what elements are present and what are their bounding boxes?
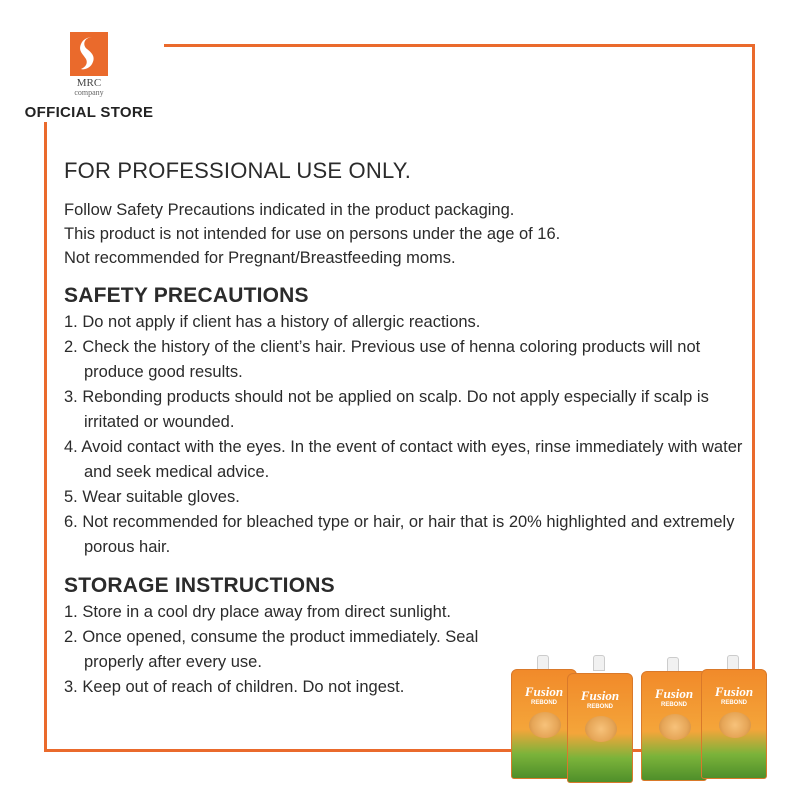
safety-item: 1. Do not apply if client has a history of allergic reactions.: [64, 313, 481, 331]
safety-item: 6. Not recommended for bleached type or hair, or hair that is 20% highlighted and extremely porous hair.: [64, 513, 735, 556]
melon-icon: [659, 714, 691, 740]
storage-instructions-title: STORAGE INSTRUCTIONS: [64, 574, 335, 597]
product-brand: Fusion: [654, 686, 694, 701]
safety-item: 3. Rebonding products should not be applied on scalp. Do not apply especially if scalp is irritated or wounded.: [64, 388, 709, 431]
product-pouch: [641, 671, 707, 781]
safety-precautions-title: SAFETY PRECAUTIONS: [64, 284, 309, 307]
product-sub: REBOND: [720, 700, 747, 706]
safety-item: 5. Wear suitable gloves.: [64, 488, 240, 506]
storage-item: 1. Store in a cool dry place away from direct sunlight.: [64, 603, 452, 621]
product-sub: REBOND: [586, 704, 613, 710]
storage-item: 3. Keep out of reach of children. Do not ingest.: [64, 678, 405, 696]
logo-mark-icon: [70, 32, 108, 76]
intro-line: This product is not intended for use on persons under the age of 16.: [64, 225, 561, 243]
product-brand: Fusion: [714, 684, 754, 699]
melon-icon: [719, 712, 751, 738]
main-content: [64, 158, 744, 700]
intro-line: Follow Safety Precautions indicated in the product packaging.: [64, 201, 515, 219]
logo-wordmark: MRC: [76, 77, 102, 89]
pouch-cap-icon: [593, 655, 605, 671]
melon-icon: [585, 716, 617, 742]
product-pouch: [567, 673, 633, 783]
logo-subtext: company: [74, 88, 104, 97]
intro-line: Not recommended for Pregnant/Breastfeeding moms.: [64, 249, 456, 267]
product-sub: REBOND: [530, 700, 557, 706]
product-pouch: [701, 669, 767, 779]
safety-item: 2. Check the history of the client’s hair. Previous use of henna coloring products will not produce good results.: [64, 338, 701, 381]
store-logo[interactable]: [14, 32, 164, 122]
product-sub: REBOND: [660, 702, 687, 708]
professional-use-title: FOR PROFESSIONAL USE ONLY.: [64, 158, 412, 183]
product-brand: Fusion: [580, 688, 620, 703]
official-store-label: OFFICIAL STORE: [24, 104, 154, 121]
melon-icon: [529, 712, 561, 738]
product-brand: Fusion: [524, 684, 564, 699]
storage-item: 2. Once opened, consume the product immediately. Seal properly after every use.: [64, 628, 479, 671]
product-image: [505, 655, 780, 785]
safety-item: 4. Avoid contact with the eyes. In the event of contact with eyes, rinse immediately with water and seek medical advice.: [64, 438, 743, 481]
